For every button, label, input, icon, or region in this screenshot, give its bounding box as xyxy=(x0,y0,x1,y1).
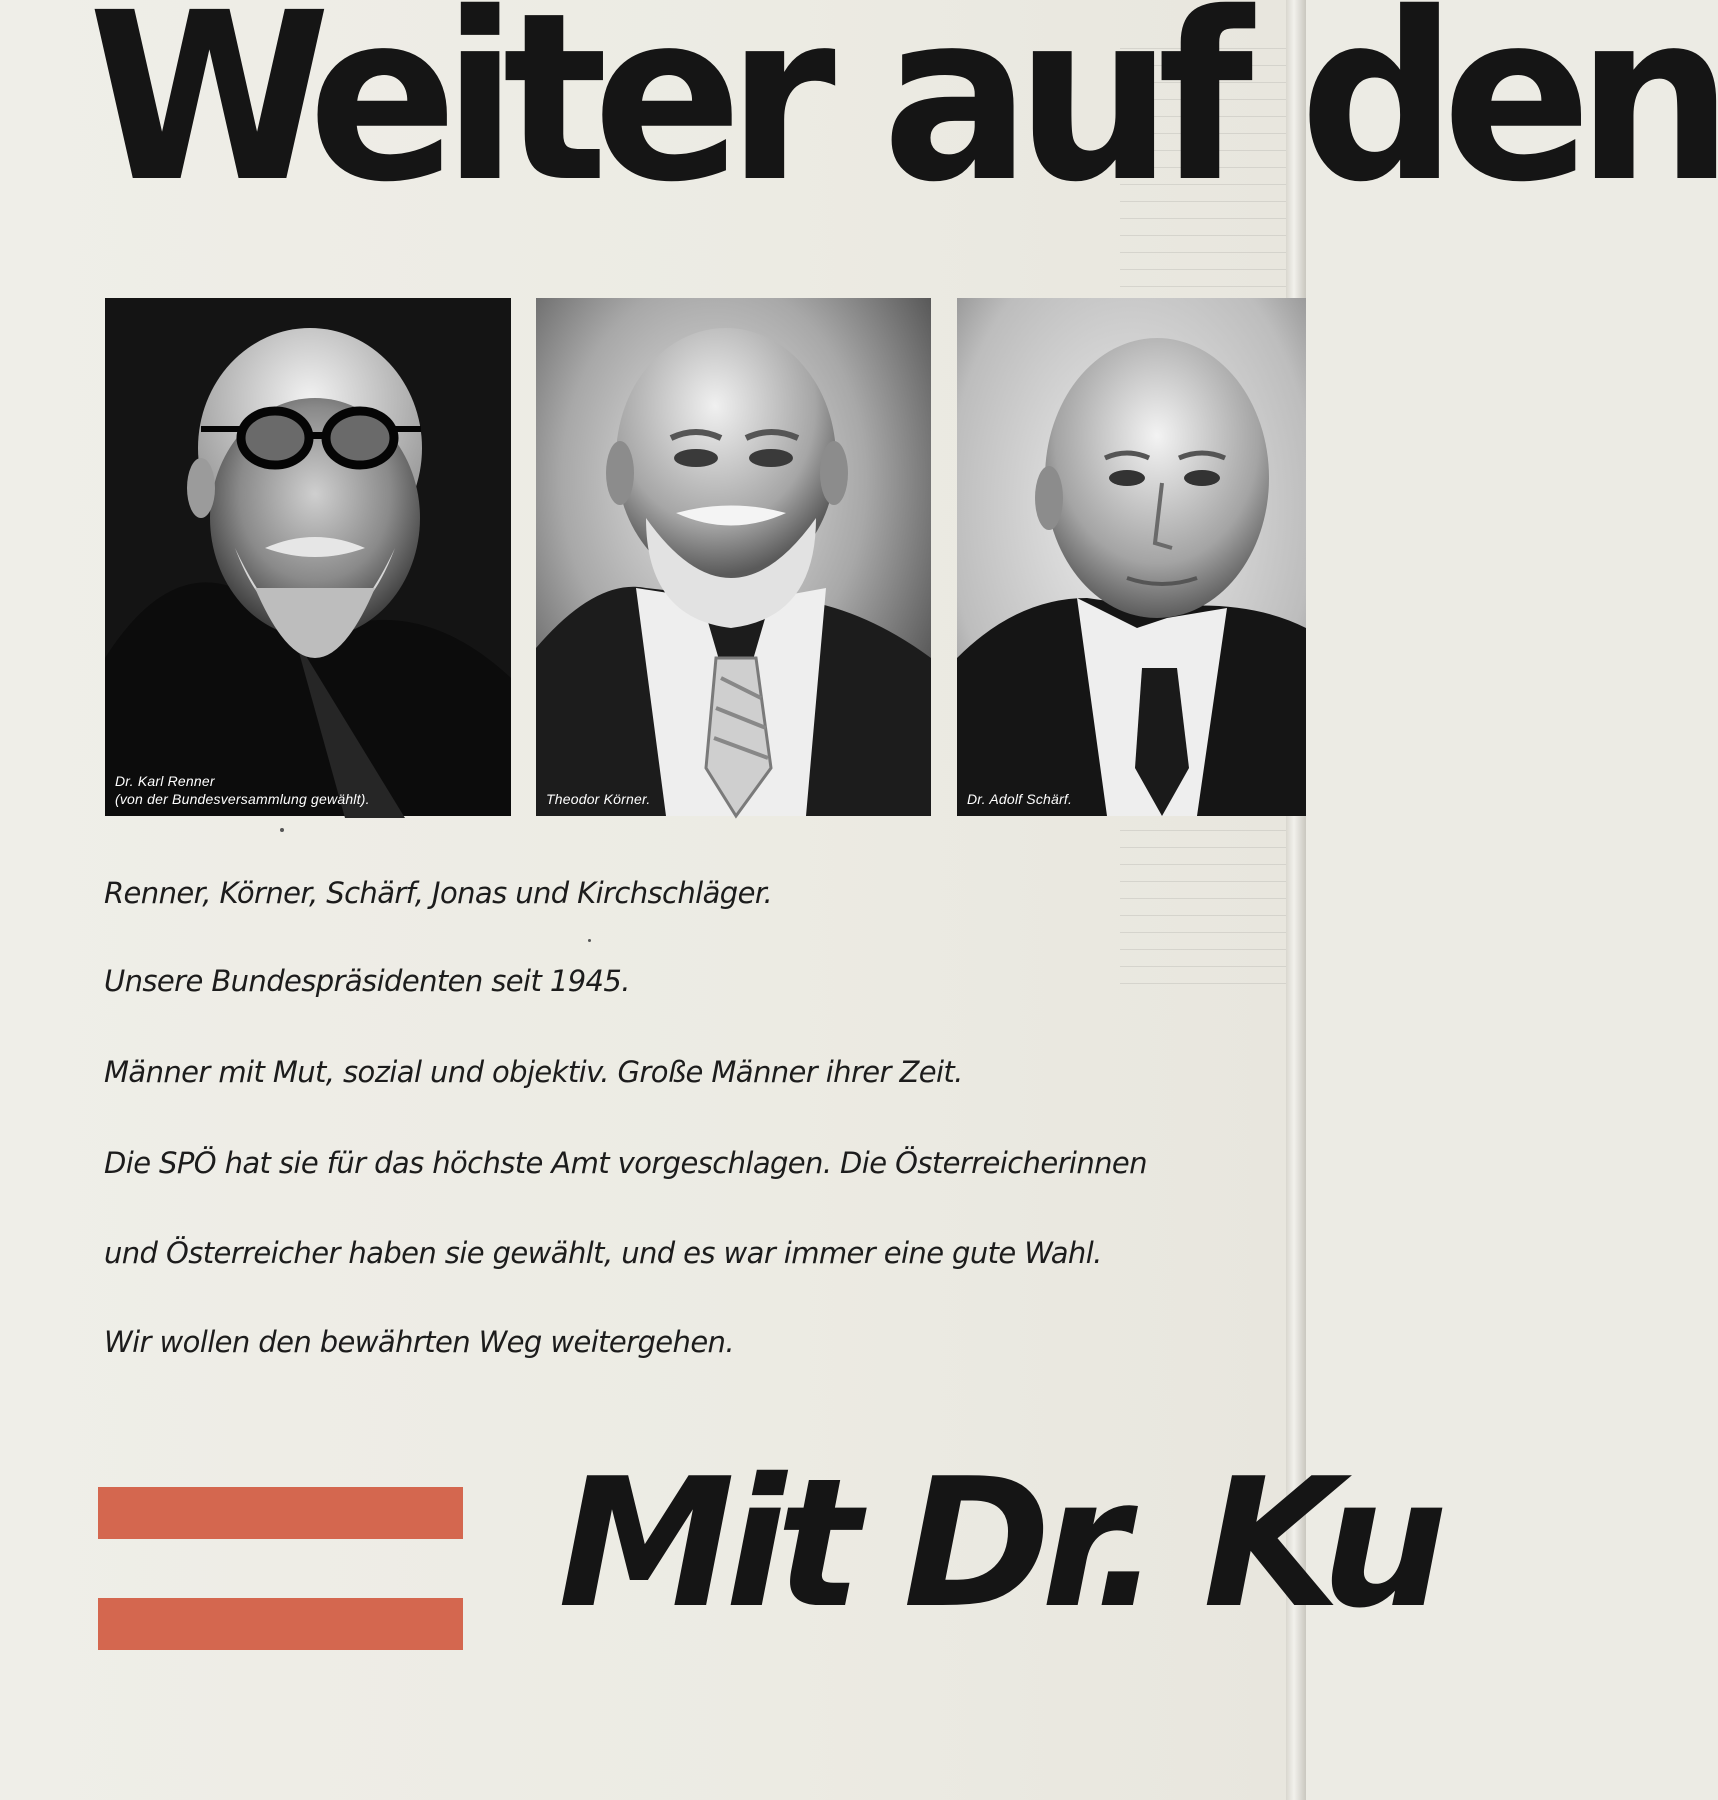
caption-line: (von der Bundesversammlung gewählt). xyxy=(115,791,370,807)
portrait-caption-renner xyxy=(115,772,370,808)
slogan: Mit Dr. Ku xyxy=(558,1440,1438,1647)
flag-stripe-top xyxy=(98,1487,463,1539)
portrait-caption-schaerf xyxy=(967,790,1072,808)
portrait-renner xyxy=(105,298,511,816)
print-speck xyxy=(588,939,591,942)
portrait-schaerf-image xyxy=(957,298,1306,816)
paragraph-spoe-proposal: Die SPÖ hat sie für das höchste Amt vorgeschlagen. Die Österreicherinnen xyxy=(104,1146,1147,1180)
paragraph-good-choice: und Österreicher haben sie gewählt, und es war immer eine gute Wahl. xyxy=(104,1236,1102,1270)
paragraph-proven-path: Wir wollen den bewährten Weg weitergehen. xyxy=(104,1325,734,1359)
portrait-caption-koerner xyxy=(546,790,650,808)
portrait-koerner-image xyxy=(536,298,931,816)
caption-line: Dr. Adolf Schärf. xyxy=(967,791,1073,807)
print-speck xyxy=(280,828,284,832)
paragraph-men-of-courage: Männer mit Mut, sozial und objektiv. Große Männer ihrer Zeit. xyxy=(104,1055,963,1089)
portrait-renner-image xyxy=(105,298,511,816)
portrait-schaerf xyxy=(957,298,1306,816)
paragraph-presidents: Renner, Körner, Schärf, Jonas und Kirchschläger. xyxy=(104,876,773,910)
caption-line: Dr. Karl Renner xyxy=(115,773,215,789)
headline: Weiter auf den xyxy=(88,0,1718,233)
paragraph-since-1945: Unsere Bundespräsidenten seit 1945. xyxy=(104,964,630,998)
portrait-koerner xyxy=(536,298,931,816)
flag-stripe-bottom xyxy=(98,1598,463,1650)
caption-line: Theodor Körner. xyxy=(546,791,651,807)
